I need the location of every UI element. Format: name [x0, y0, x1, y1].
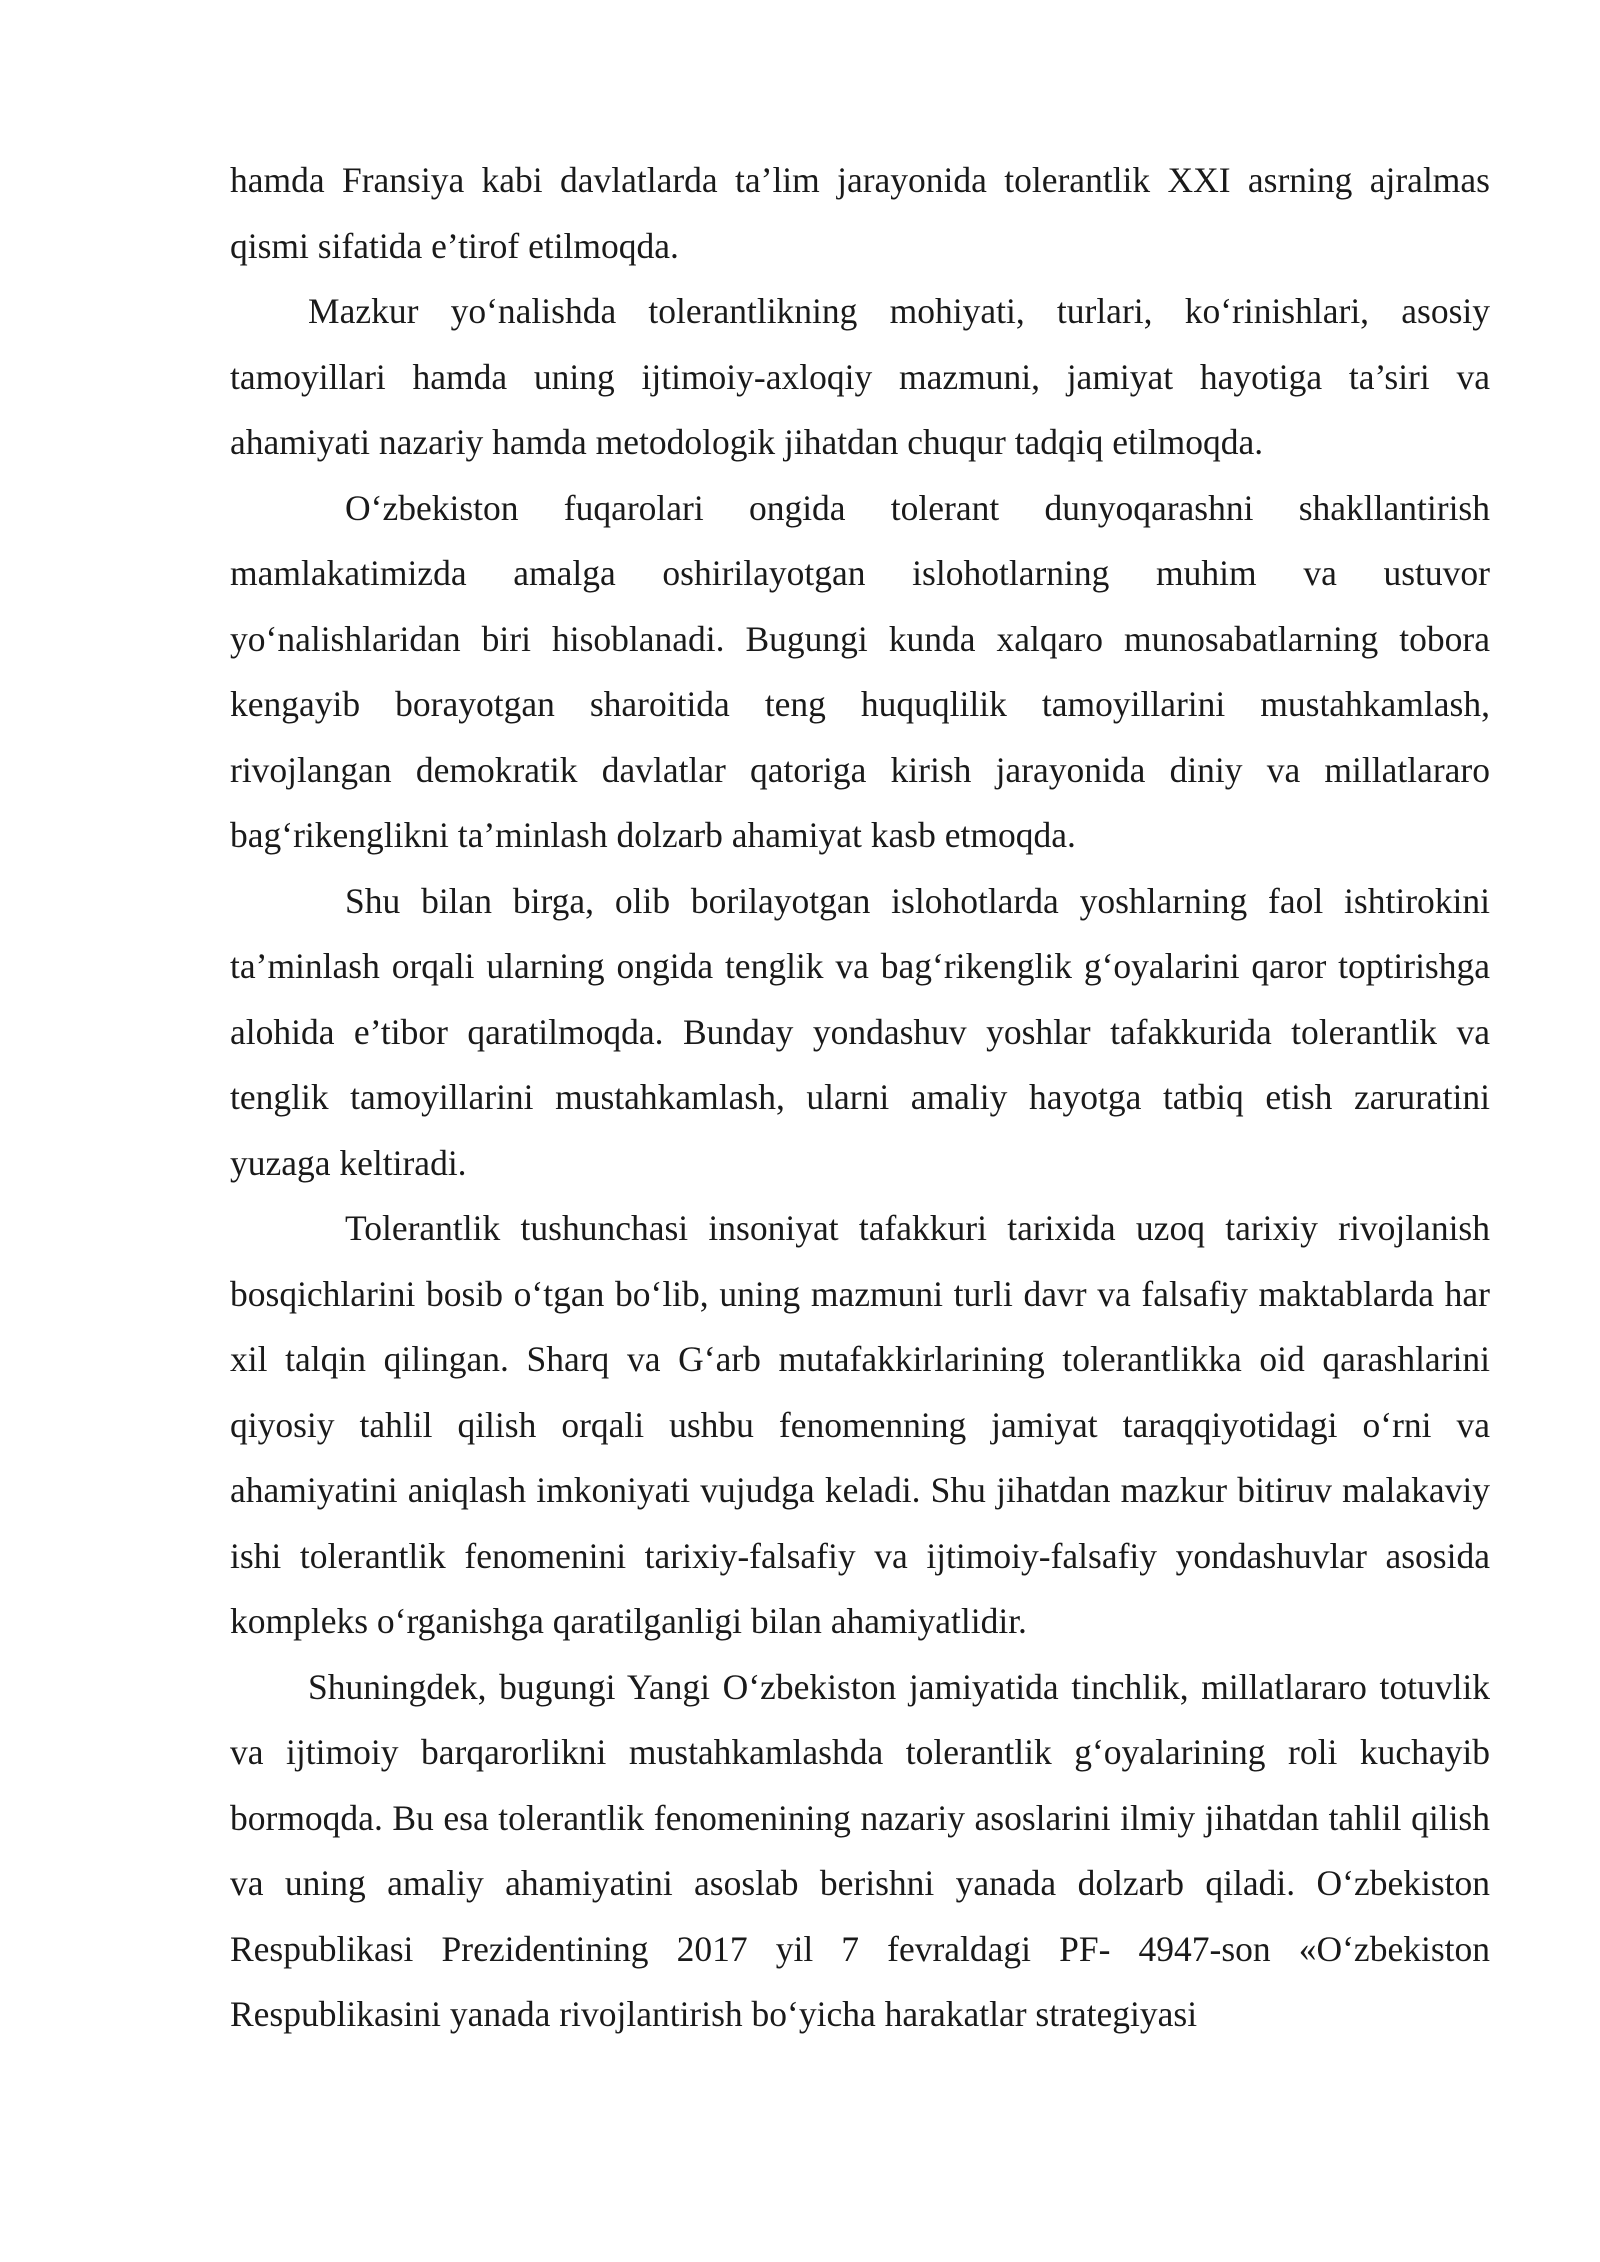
paragraph-concept-history: Tolerantlik tushunchasi insoniyat tafakkuri tarixida uzoq tarixiy rivojlanish bosqichlarini bosib oʻtgan boʻlib, uning mazmuni turli davr va falsafiy maktablarda har xil talqin qilingan. Sharq va Gʻarb mutafakkirlarining tolerantlikka oid qarashlarini qiyosiy tahlil qilish orqali ushbu fenomenning jamiyat taraqqiyotidagi oʻrni va ahamiyatini aniqlash imkoniyati vujudga keladi. Shu jihatdan mazkur bitiruv malakaviy ishi tolerantlik fenomenini tarixiy-falsafiy va ijtimoiy-falsafiy yondashuvlar asosida kompleks oʻrganishga qaratilganligi bilan ahamiyatlidir.	[230, 1208, 1490, 1641]
paragraph-youth-participation: Shu bilan birga, olib borilayotgan islohotlarda yoshlarning faol ishtirokini ta’minlash orqali ularning ongida tenglik va bagʻrikenglik gʻoyalarini qaror toptirishga alohida e’tibor qaratilmoqda. Bunday yondashuv yoshlar tafakkurida tolerantlik va tenglik tamoyillarini mustahkamlash, ularni amaliy hayotga tatbiq etish zaruratini yuzaga keltiradi.	[230, 880, 1490, 1183]
paragraph-continuation: hamda Fransiya kabi davlatlarda ta’lim jarayonida tolerantlik XXI asrning ajralmas qismi sifatida e’tirof etilmoqda.	[230, 160, 1490, 266]
paragraph-new-uzbekistan: Shuningdek, bugungi Yangi Oʻzbekiston jamiyatida tinchlik, millatlararo totuvlik va ijtimoiy barqarorlikni mustahkamlashda tolerantlik gʻoyalarining roli kuchayib bormoqda. Bu esa tolerantlik fenomenining nazariy asoslarini ilmiy jihatdan tahlil qilish va uning amaliy ahamiyatini asoslab berishni yanada dolzarb qiladi. Oʻzbekiston Respublikasi Prezidentining 2017 yil 7 fevraldagi PF- 4947-son «Oʻzbekiston Respublikasini yanada rivojlantirish boʻyicha harakatlar strategiyasi	[230, 1666, 1490, 2034]
paragraph-research-direction: Mazkur yoʻnalishda tolerantlikning mohiyati, turlari, koʻrinishlari, asosiy tamoyillari hamda uning ijtimoiy-axloqiy mazmuni, jamiyat hayotiga ta’siri va ahamiyati nazariy hamda metodologik jihatdan chuqur tadqiq etilmoqda.	[230, 291, 1490, 462]
document-page	[230, 148, 1490, 2048]
paragraph-tolerant-worldview: Oʻzbekiston fuqarolari ongida tolerant dunyoqarashni shakllantirish mamlakatimizda amalga oshirilayotgan islohotlarning muhim va ustuvor yoʻnalishlaridan biri hisoblanadi. Bugungi kunda xalqaro munosabatlarning tobora kengayib borayotgan sharoitida teng huquqlilik tamoyillarini mustahkamlash, rivojlangan demokratik davlatlar qatoriga kirish jarayonida diniy va millatlararo bagʻrikenglikni ta’minlash dolzarb ahamiyat kasb etmoqda.	[230, 487, 1490, 855]
